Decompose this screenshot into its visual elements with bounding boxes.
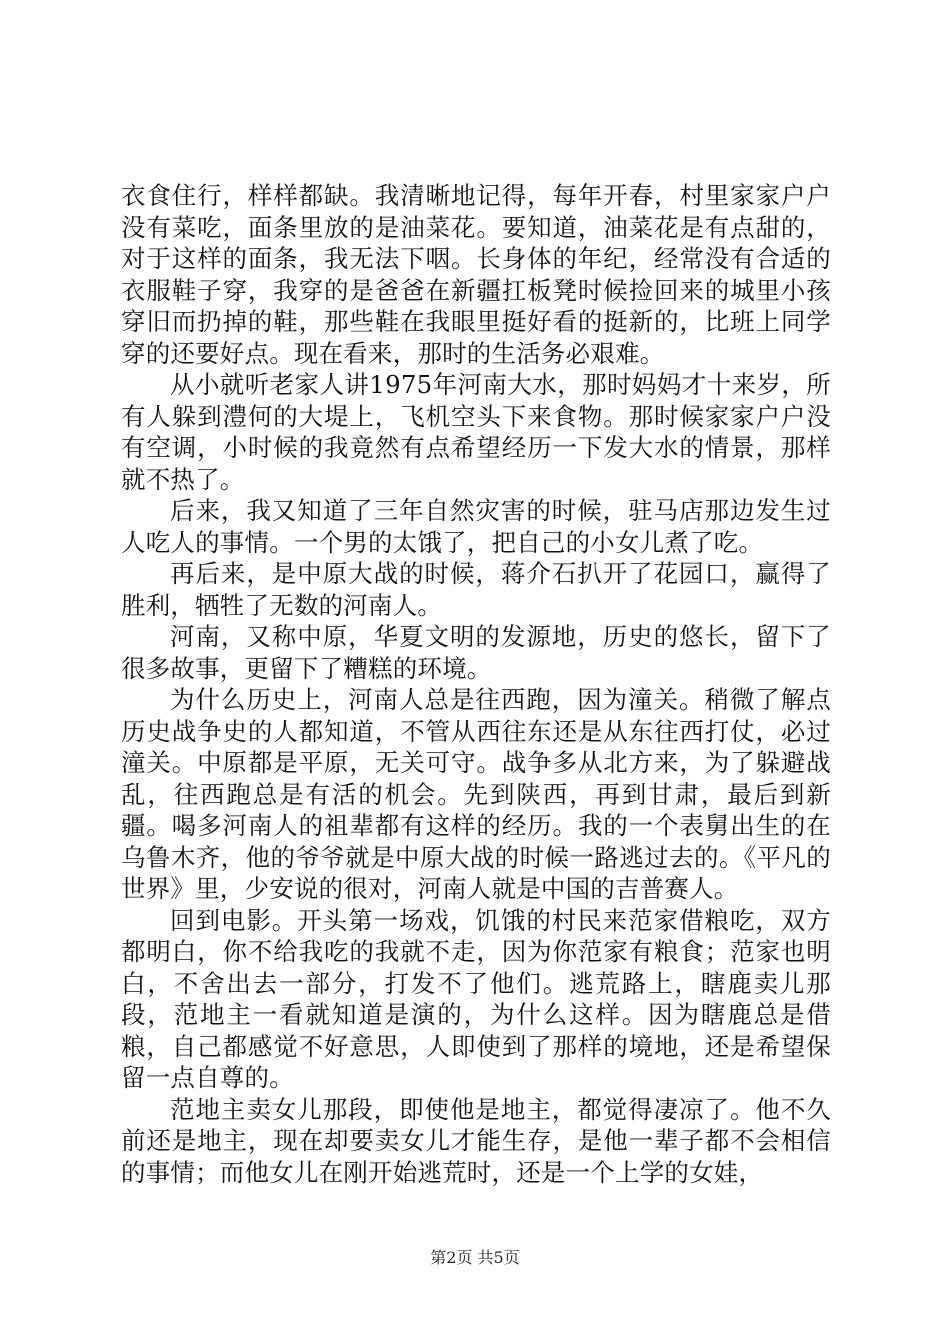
paragraph-2: 从小就听老家人讲1975年河南大水，那时妈妈才十来岁，所有人躲到澧何的大堤上，飞机空头下来食物。那时候家家户户没有空调，小时候的我竟然有点希望经历一下发大水的情景，那样就不热了。 (121, 370, 831, 494)
paragraph-6: 为什么历史上，河南人总是往西跑，因为潼关。稍微了解点历史战争史的人都知道，不管从西往东还是从东往西打仗，必过潼关。中原都是平原，无关可守。战争多从北方来，为了躲避战乱，往西跑总是有活的机会。先到陕西，再到甘肃，最后到新疆。喝多河南人的祖辈都有这样的经历。我的一个表舅出生的在乌鲁木齐，他的爷爷就是中原大战的时候一路逃过去的。《平凡的世界》里，少安说的很对，河南人就是中国的吉普赛人。 (121, 685, 831, 903)
page-footer (0, 1245, 950, 1268)
paragraph-8: 范地主卖女儿那段，即使他是地主，都觉得凄凉了。他不久前还是地主，现在却要卖女儿才能生存，是他一辈子都不会相信的事情；而他女儿在刚开始逃荒时，还是一个上学的女娃， (121, 1094, 831, 1187)
paragraph-5: 河南，又称中原，华夏文明的发源地，历史的悠长，留下了很多故事，更留下了糟糕的环境。 (121, 622, 831, 683)
page-number-label: 第2页 共5页 (430, 1248, 520, 1267)
body-text (121, 180, 831, 1188)
paragraph-7: 回到电影。开头第一场戏，饥饿的村民来范家借粮吃，双方都明白，你不给我吃的我就不走，因为你范家有粮食；范家也明白，不舍出去一部分，打发不了他们。逃荒路上，瞎鹿卖儿那段，范地主一看就知道是演的，为什么这样。因为瞎鹿总是借粮，自己都感觉不好意思，人即使到了那样的境地，还是希望保留一点自尊的。 (121, 905, 831, 1092)
paragraph-1: 衣食住行，样样都缺。我清晰地记得，每年开春，村里家家户户没有菜吃，面条里放的是油菜花。要知道，油菜花是有点甜的，对于这样的面条，我无法下咽。长身体的年纪，经常没有合适的衣服鞋子穿，我穿的是爸爸在新疆扛板凳时候捡回来的城里小孩穿旧而扔掉的鞋，那些鞋在我眼里挺好看的挺新的，比班上同学穿的还要好点。现在看来，那时的生活务必艰难。 (121, 181, 831, 368)
paragraph-4: 再后来，是中原大战的时候，蒋介石扒开了花园口，赢得了胜利，牺牲了无数的河南人。 (121, 559, 831, 620)
paragraph-3: 后来，我又知道了三年自然灾害的时候，驻马店那边发生过人吃人的事情。一个男的太饿了，把自己的小女儿煮了吃。 (121, 496, 831, 557)
